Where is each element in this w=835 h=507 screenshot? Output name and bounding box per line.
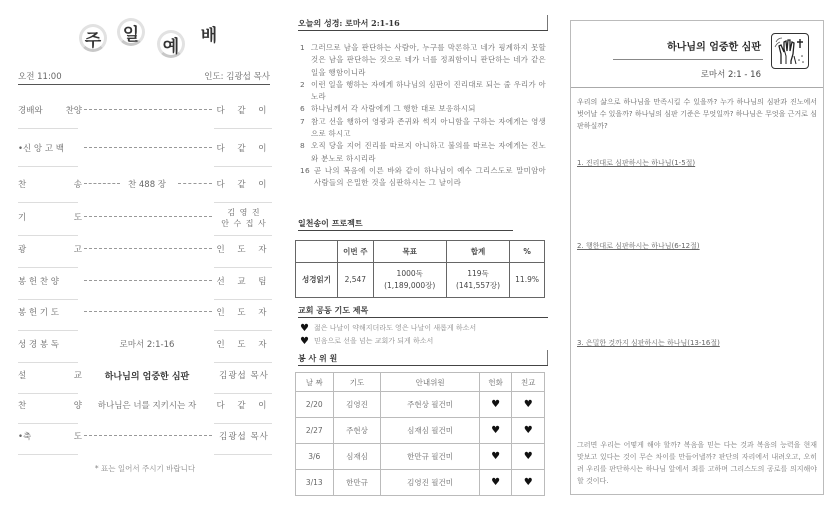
column-header: 합계	[446, 241, 509, 263]
dotted-leader	[84, 435, 212, 436]
table-row: 성경읽기 2,547 1000독 (1,189,000장) 119독 (141,557장) 11.9%	[296, 263, 545, 298]
column-header: 목표	[373, 241, 446, 263]
servants-heading: 봉 사 위 원	[298, 353, 548, 364]
title-char: 예	[157, 30, 185, 58]
sermon-title: 하나님의 엄중한 심판	[667, 42, 761, 53]
title-char: 주	[79, 24, 107, 52]
heart-icon: ♥	[512, 444, 545, 470]
sermon-point: 1. 진리대로 심판하시는 하나님(1-5절)	[577, 159, 696, 167]
table-row: 3/13 한만규 김영진 필건미 ♥ ♥	[296, 470, 545, 496]
order-who: 김광섭 목사	[219, 371, 269, 381]
dotted-leader	[84, 147, 212, 148]
dotted-leader	[84, 216, 212, 217]
verse: 2 이런 일을 행하는 자에게 하나님의 심판이 진리대로 되는 줄 우리가 아노라	[300, 79, 546, 102]
sermon-point: 2. 행한대로 심판하시는 하나님(6-12절)	[577, 242, 700, 250]
order-item	[18, 142, 270, 162]
order-middle: 하나님의 엄중한 심판	[104, 372, 190, 382]
order-item	[18, 104, 270, 124]
order-item	[18, 338, 270, 358]
order-item	[18, 178, 270, 198]
order-label: 봉 헌 기 도	[18, 308, 59, 318]
dotted-leader	[84, 109, 212, 110]
order-label: 찬 양	[18, 401, 82, 411]
service-leader: 인도: 김광섭 목사	[204, 72, 270, 82]
info-panel	[290, 0, 552, 507]
order-item	[18, 243, 270, 263]
sermon-intro: 우리의 삶으로 하나님을 만족시킬 수 있을까? 누가 하나님의 심판과 진노에서 벗어날 수 있을까? 하나님의 심판 기준은 무엇일까? 하나님은 무엇을 근거로 심판하실까?	[577, 98, 817, 130]
heart-icon: ♥	[479, 470, 512, 496]
heart-icon: ♥	[512, 392, 545, 418]
order-label: 기 도	[18, 213, 82, 223]
order-item	[18, 399, 270, 419]
heart-icon: ♥	[479, 444, 512, 470]
project-heading: 일천송이 프로젝트	[298, 218, 548, 229]
service-order-panel	[0, 0, 285, 507]
verse: 16 곧 나의 복음에 이른 바와 같이 하나님이 예수 그리스도로 말미암아 사람들의 은밀한 것을 심판하시는 그 날이라	[300, 165, 546, 188]
order-who: 다 같 이	[216, 144, 272, 154]
order-label: 설 교	[18, 371, 82, 381]
order-label: 성 경 봉 독	[18, 340, 59, 350]
heart-icon: ♥	[479, 392, 512, 418]
title-char: 배	[200, 26, 218, 46]
dotted-leader	[84, 311, 212, 312]
divider	[613, 59, 763, 60]
order-label: 봉 헌 찬 양	[18, 277, 59, 287]
order-middle: 찬 488 장	[127, 180, 167, 190]
column-header: 날 짜	[296, 373, 334, 392]
praying-hands-icon	[771, 33, 809, 69]
verse: 1 그러므로 남을 판단하는 사람아, 누구를 막론하고 네가 핑계하지 못할 것은 남을 판단하는 것으로 네가 너를 정죄함이니 판단하는 네가 같은 일을 행함이니라	[300, 43, 546, 77]
table-row: 2/27 주현상 심재심 필건미 ♥ ♥	[296, 418, 545, 444]
column-header: 안내위원	[381, 373, 479, 392]
servants-table	[295, 372, 545, 496]
heart-icon: ♥	[512, 418, 545, 444]
verse: 6 하나님께서 각 사람에게 그 행한 대로 보응하시되	[300, 104, 476, 114]
scripture-verses	[300, 42, 546, 190]
column-header: 이번 주	[338, 241, 374, 263]
verse: 7 참고 선을 행하여 영광과 존귀와 썩지 아니함을 구하는 자에게는 영생으로 하시고	[300, 116, 546, 139]
sermon-panel	[570, 20, 824, 495]
sermon-point: 3. 은밀한 것까지 심판하시는 하나님(13-16절)	[577, 339, 720, 347]
prayer-heading: 교회 공동 기도 제목	[298, 305, 548, 316]
prayer-list	[300, 322, 540, 348]
heart-icon: ♥	[300, 323, 309, 334]
order-label: •신 앙 고 백	[18, 144, 64, 154]
order-who: 다 같 이	[216, 180, 272, 190]
divider	[571, 87, 823, 88]
order-who: 선 교 팀	[216, 277, 272, 287]
title-char: 일	[117, 18, 145, 46]
heart-icon: ♥	[300, 336, 309, 347]
order-who: 다 같 이	[216, 106, 272, 116]
table-row: 3/6 심재심 한만규 필건미 ♥ ♥	[296, 444, 545, 470]
column-header: 헌화	[479, 373, 512, 392]
order-item	[18, 306, 270, 326]
service-time: 오전 11:00	[18, 72, 62, 82]
order-label: 경배와 찬양	[18, 106, 82, 116]
column-header: 기도	[333, 373, 381, 392]
verse: 8 오직 당을 지어 진리를 따르지 아니하고 불의를 따르는 자에게는 진노와 분노로 하시리라	[300, 141, 546, 163]
dotted-leader	[84, 248, 212, 249]
sermon-reference: 로마서 2:1 - 16	[700, 70, 761, 80]
dotted-leader	[84, 280, 212, 281]
sermon-conclusion: 그러면 우리는 어떻게 해야 할까? 복음을 믿는 다는 것과 복음의 능력을 현재 맛보고 있다는 것이 무슨 차이를 만들어낼까? 판단의 자리에서 내려오고, 오히려 우리를 판단하시는 하나님 앞에서 죄를 고하며 그리스도의 공로를 의지해야 할 것이다.	[577, 441, 817, 485]
order-item	[18, 430, 270, 450]
order-label: 찬 송	[18, 180, 82, 190]
project-table	[295, 240, 545, 298]
order-who: 인 도 자	[216, 308, 272, 318]
order-item	[18, 369, 270, 389]
order-middle: 하나님은 너를 지키시는 자	[97, 401, 197, 411]
divider	[18, 84, 270, 85]
dotted-leader	[178, 183, 212, 184]
heart-icon: ♥	[512, 470, 545, 496]
order-middle: 로마서 2:1-16	[119, 340, 175, 350]
order-who: 인 도 자	[216, 245, 272, 255]
service-title	[75, 18, 245, 68]
list-item: ♥ 믿음으로 선을 넘는 교회가 되게 하소서	[300, 336, 434, 347]
list-item: ♥ 젊은 나날이 약해지더라도 영은 나날이 새롭게 하소서	[300, 323, 477, 334]
footnote: * 표는 일어서 주시기 바랍니다	[94, 464, 196, 473]
order-label: 광 고	[18, 245, 82, 255]
order-who: 김 영 진 안 수 집 사	[221, 208, 267, 228]
order-who: 김광섭 목사	[219, 432, 269, 442]
heart-icon: ♥	[479, 418, 512, 444]
order-label: •축 도	[18, 432, 82, 442]
column-header: 친교	[512, 373, 545, 392]
scripture-heading: 오늘의 성경: 로마서 2:1-16	[298, 18, 548, 29]
order-item	[18, 275, 270, 295]
column-header: %	[510, 241, 545, 263]
column-header	[296, 241, 338, 263]
table-row: 2/20 김영진 주현상 필건미 ♥ ♥	[296, 392, 545, 418]
order-item	[18, 208, 270, 231]
order-who: 다 같 이	[216, 401, 272, 411]
order-who: 인 도 자	[216, 340, 272, 350]
